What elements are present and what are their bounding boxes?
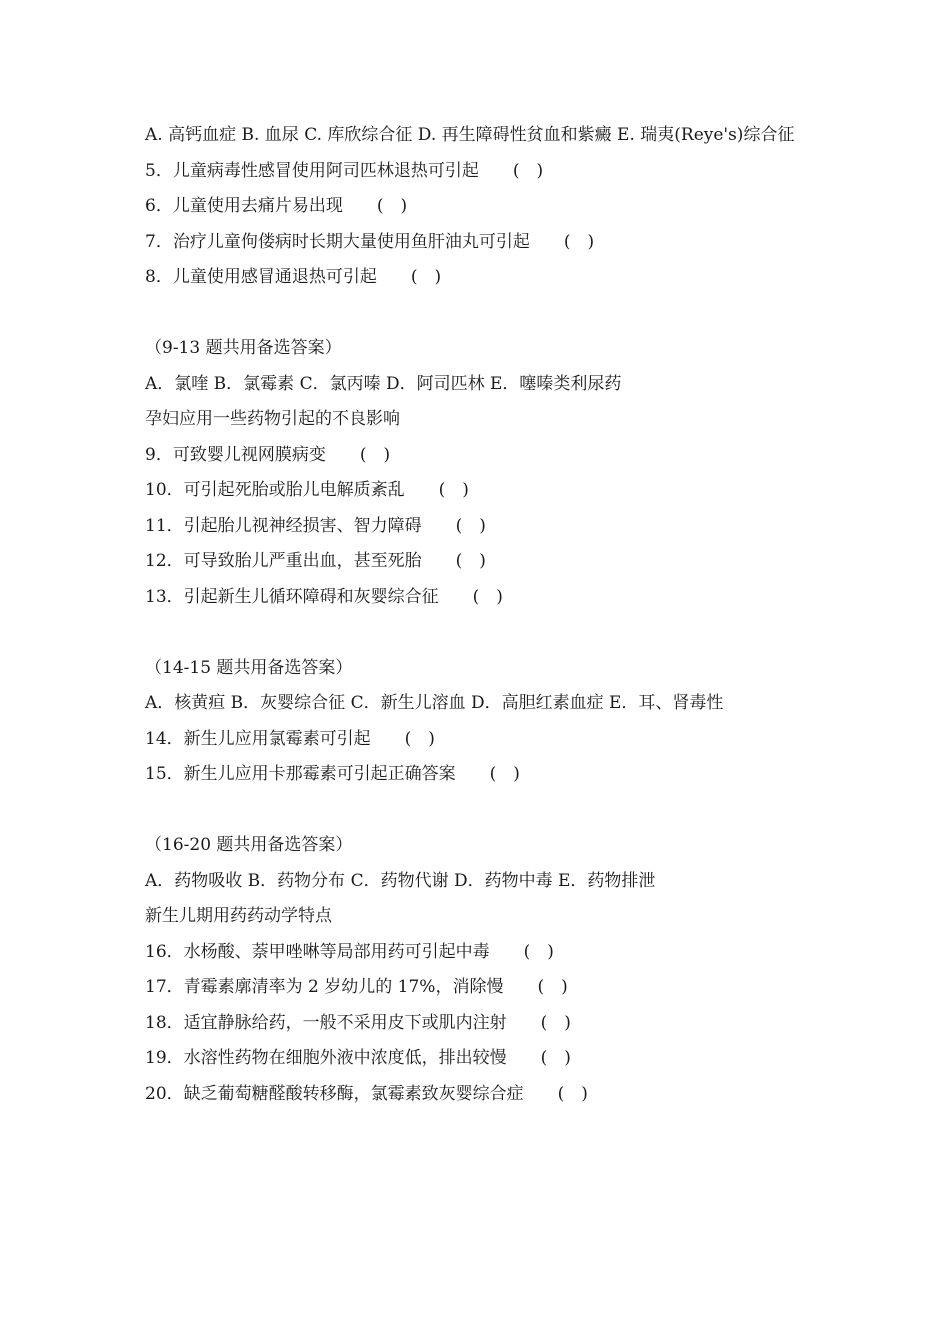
options-line-block4: A．药物吸收 B．药物分布 C．药物代谢 D．药物中毒 E．药物排泄 [145, 870, 656, 891]
spacer [145, 296, 825, 332]
question-5: 5．儿童病毒性感冒使用阿司匹林退热可引起 ( ) [145, 160, 544, 181]
question-9: 9．可致婴儿视网膜病变 ( ) [145, 444, 391, 465]
question-12: 12．可导致胎儿严重出血，甚至死胎 ( ) [145, 551, 486, 571]
section-header-9-13: （9-13 题共用备选答案） [145, 338, 342, 358]
question-14: 14．新生儿应用氯霉素可引起 ( ) [145, 728, 435, 749]
question-15: 15．新生儿应用卡那霉素可引起正确答案 ( ) [145, 764, 520, 784]
document-content [145, 118, 825, 1112]
options-line-block2: A．氯喹 B．氯霉素 C．氯丙嗪 D．阿司匹林 E．噻嗪类利尿药 [145, 373, 622, 394]
question-6: 6．儿童使用去痛片易出现 ( ) [145, 196, 408, 216]
question-8: 8．儿童使用感冒通退热可引起 ( ) [145, 267, 442, 287]
question-18: 18．适宜静脉给药，一般不采用皮下或肌内注射 ( ) [145, 1012, 571, 1033]
spacer [145, 615, 825, 651]
question-20: 20．缺乏葡萄糖醛酸转移酶，氯霉素致灰婴综合症 ( ) [145, 1083, 588, 1104]
options-line-block3: A．核黄疸 B．灰婴综合征 C．新生儿溶血 D．高胆红素血症 E．耳、肾毒性 [145, 693, 724, 713]
question-13: 13．引起新生儿循环障碍和灰婴综合征 ( ) [145, 586, 503, 607]
section-header-16-20: （16-20 题共用备选答案） [145, 835, 353, 855]
spacer [145, 793, 825, 829]
question-stem-block2: 孕妇应用一些药物引起的不良影响 [145, 409, 400, 429]
question-10: 10．可引起死胎或胎儿电解质紊乱 ( ) [145, 480, 469, 500]
question-11: 11．引起胎儿视神经损害、智力障碍 ( ) [145, 515, 486, 536]
question-19: 19．水溶性药物在细胞外液中浓度低，排出较慢 ( ) [145, 1048, 571, 1068]
section-header-14-15: （14-15 题共用备选答案） [145, 657, 353, 678]
question-16: 16．水杨酸、萘甲唑啉等局部用药可引起中毒 ( ) [145, 941, 554, 962]
question-7: 7．治疗儿童佝偻病时长期大量使用鱼肝油丸可引起 ( ) [145, 231, 595, 252]
question-17: 17．青霉素廓清率为 2 岁幼儿的 17%，消除慢 ( ) [145, 977, 568, 997]
question-stem-block4: 新生儿期用药药动学特点 [145, 906, 332, 926]
options-line-block1: A. 高钙血症 B. 血尿 C. 库欣综合征 D. 再生障碍性贫血和紫癜 E. 瑞夷(Reye's)综合征 [145, 125, 795, 145]
